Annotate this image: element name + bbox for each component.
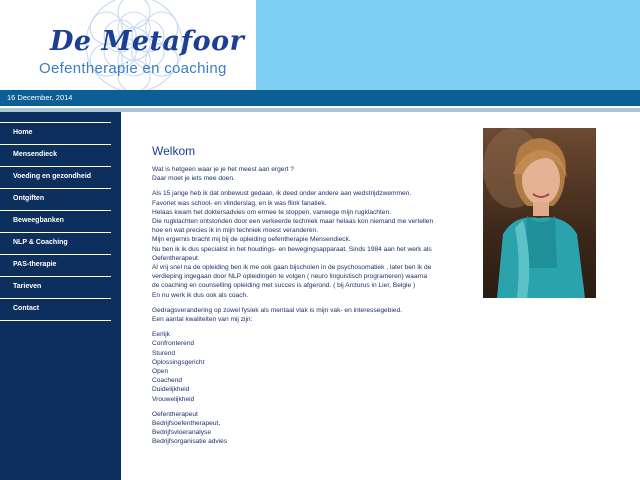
page-title: Welkom	[152, 144, 196, 158]
logo-subtitle: Oefentherapie en coaching	[39, 60, 227, 77]
intro-paragraph: Wat is hetgeen waar je je het meest aan ergert ? Daar moet je iets mee doen.	[152, 166, 294, 183]
services-list: Oefentherapeut Bedrijfsoefentherapeut, Bedrijfsvloeranalyse Bedrijfsorganisatie advies	[152, 410, 228, 446]
nav-item-ontgiften[interactable]: Ontgiften	[0, 188, 111, 210]
current-date: 16 December, 2014	[7, 93, 73, 102]
nav-item-home[interactable]: Home	[0, 122, 111, 144]
logo[interactable]	[0, 0, 256, 90]
nav-item-mensendieck[interactable]: Mensendieck	[0, 144, 111, 166]
focus-paragraph: Gedragsverandering op zowel fysiek als mentaal vlak is mijn vak- en interessegebied. Een aantal kwaliteiten van mij zijn:	[152, 306, 402, 324]
nav-item-beweegbanken[interactable]: Beweegbanken	[0, 210, 111, 232]
sidebar	[0, 112, 121, 480]
nav-item-tarieven[interactable]: Tarieven	[0, 276, 111, 298]
nav-item-voeding-en-gezondheid[interactable]: Voeding en gezondheid	[0, 166, 111, 188]
nav-item-pas-therapie[interactable]: PAS-therapie	[0, 254, 111, 276]
article-body	[152, 165, 434, 453]
header	[0, 0, 640, 90]
nav-item-contact[interactable]: Contact	[0, 298, 111, 321]
qualities-list: Eerlijk Confronterend Sturend Oplossingsgericht Open Coachend Duidelijkheid Vrouwelijkheid	[152, 331, 205, 403]
portrait-photo	[483, 128, 596, 298]
main-content	[121, 112, 640, 480]
main-nav	[0, 122, 111, 321]
date-bar	[0, 90, 640, 106]
nav-item-nlp-coaching[interactable]: NLP & Coaching	[0, 232, 111, 254]
story-paragraph: Als 15 jarige heb ik dat onbewust gedaan, ik deed onder andere aan wedstrijdzwemmen. Favoriet was school- en vlinderslag, en ik was flink fanatiek. Helaas kwam het doktersadvies om ermee te stoppen, vanwege mijn rugklachten. Die rugklachten ontstonden door een verkeerde techniek maar helaas kon niemand me vertellen hoe en wat precies ik in mijn techniek moest veranderen. Mijn ergernis bracht mij bij de opleiding oefentherapie Mensendieck. Nu ben ik ik dus specialist in het houdings- en bewegingsapparaat. Sinds 1984 aan het werk als Oefentherapeut. Al vrij snel na de opleiding ben ik me ook gaan bijscholen in de psychosomatiek , later ben ik de verdieping ingegaan door NLP opleidingen te volgen ( neuro linguistisch programeren) waarna de coaching en counselling opleiding met succes is afgerond. ( bij Arcturus in Lier, Belgie ) En nu werk ik dus ook als coach.	[152, 190, 434, 299]
logo-title: De Metafoor	[50, 26, 245, 57]
header-banner	[256, 0, 640, 90]
